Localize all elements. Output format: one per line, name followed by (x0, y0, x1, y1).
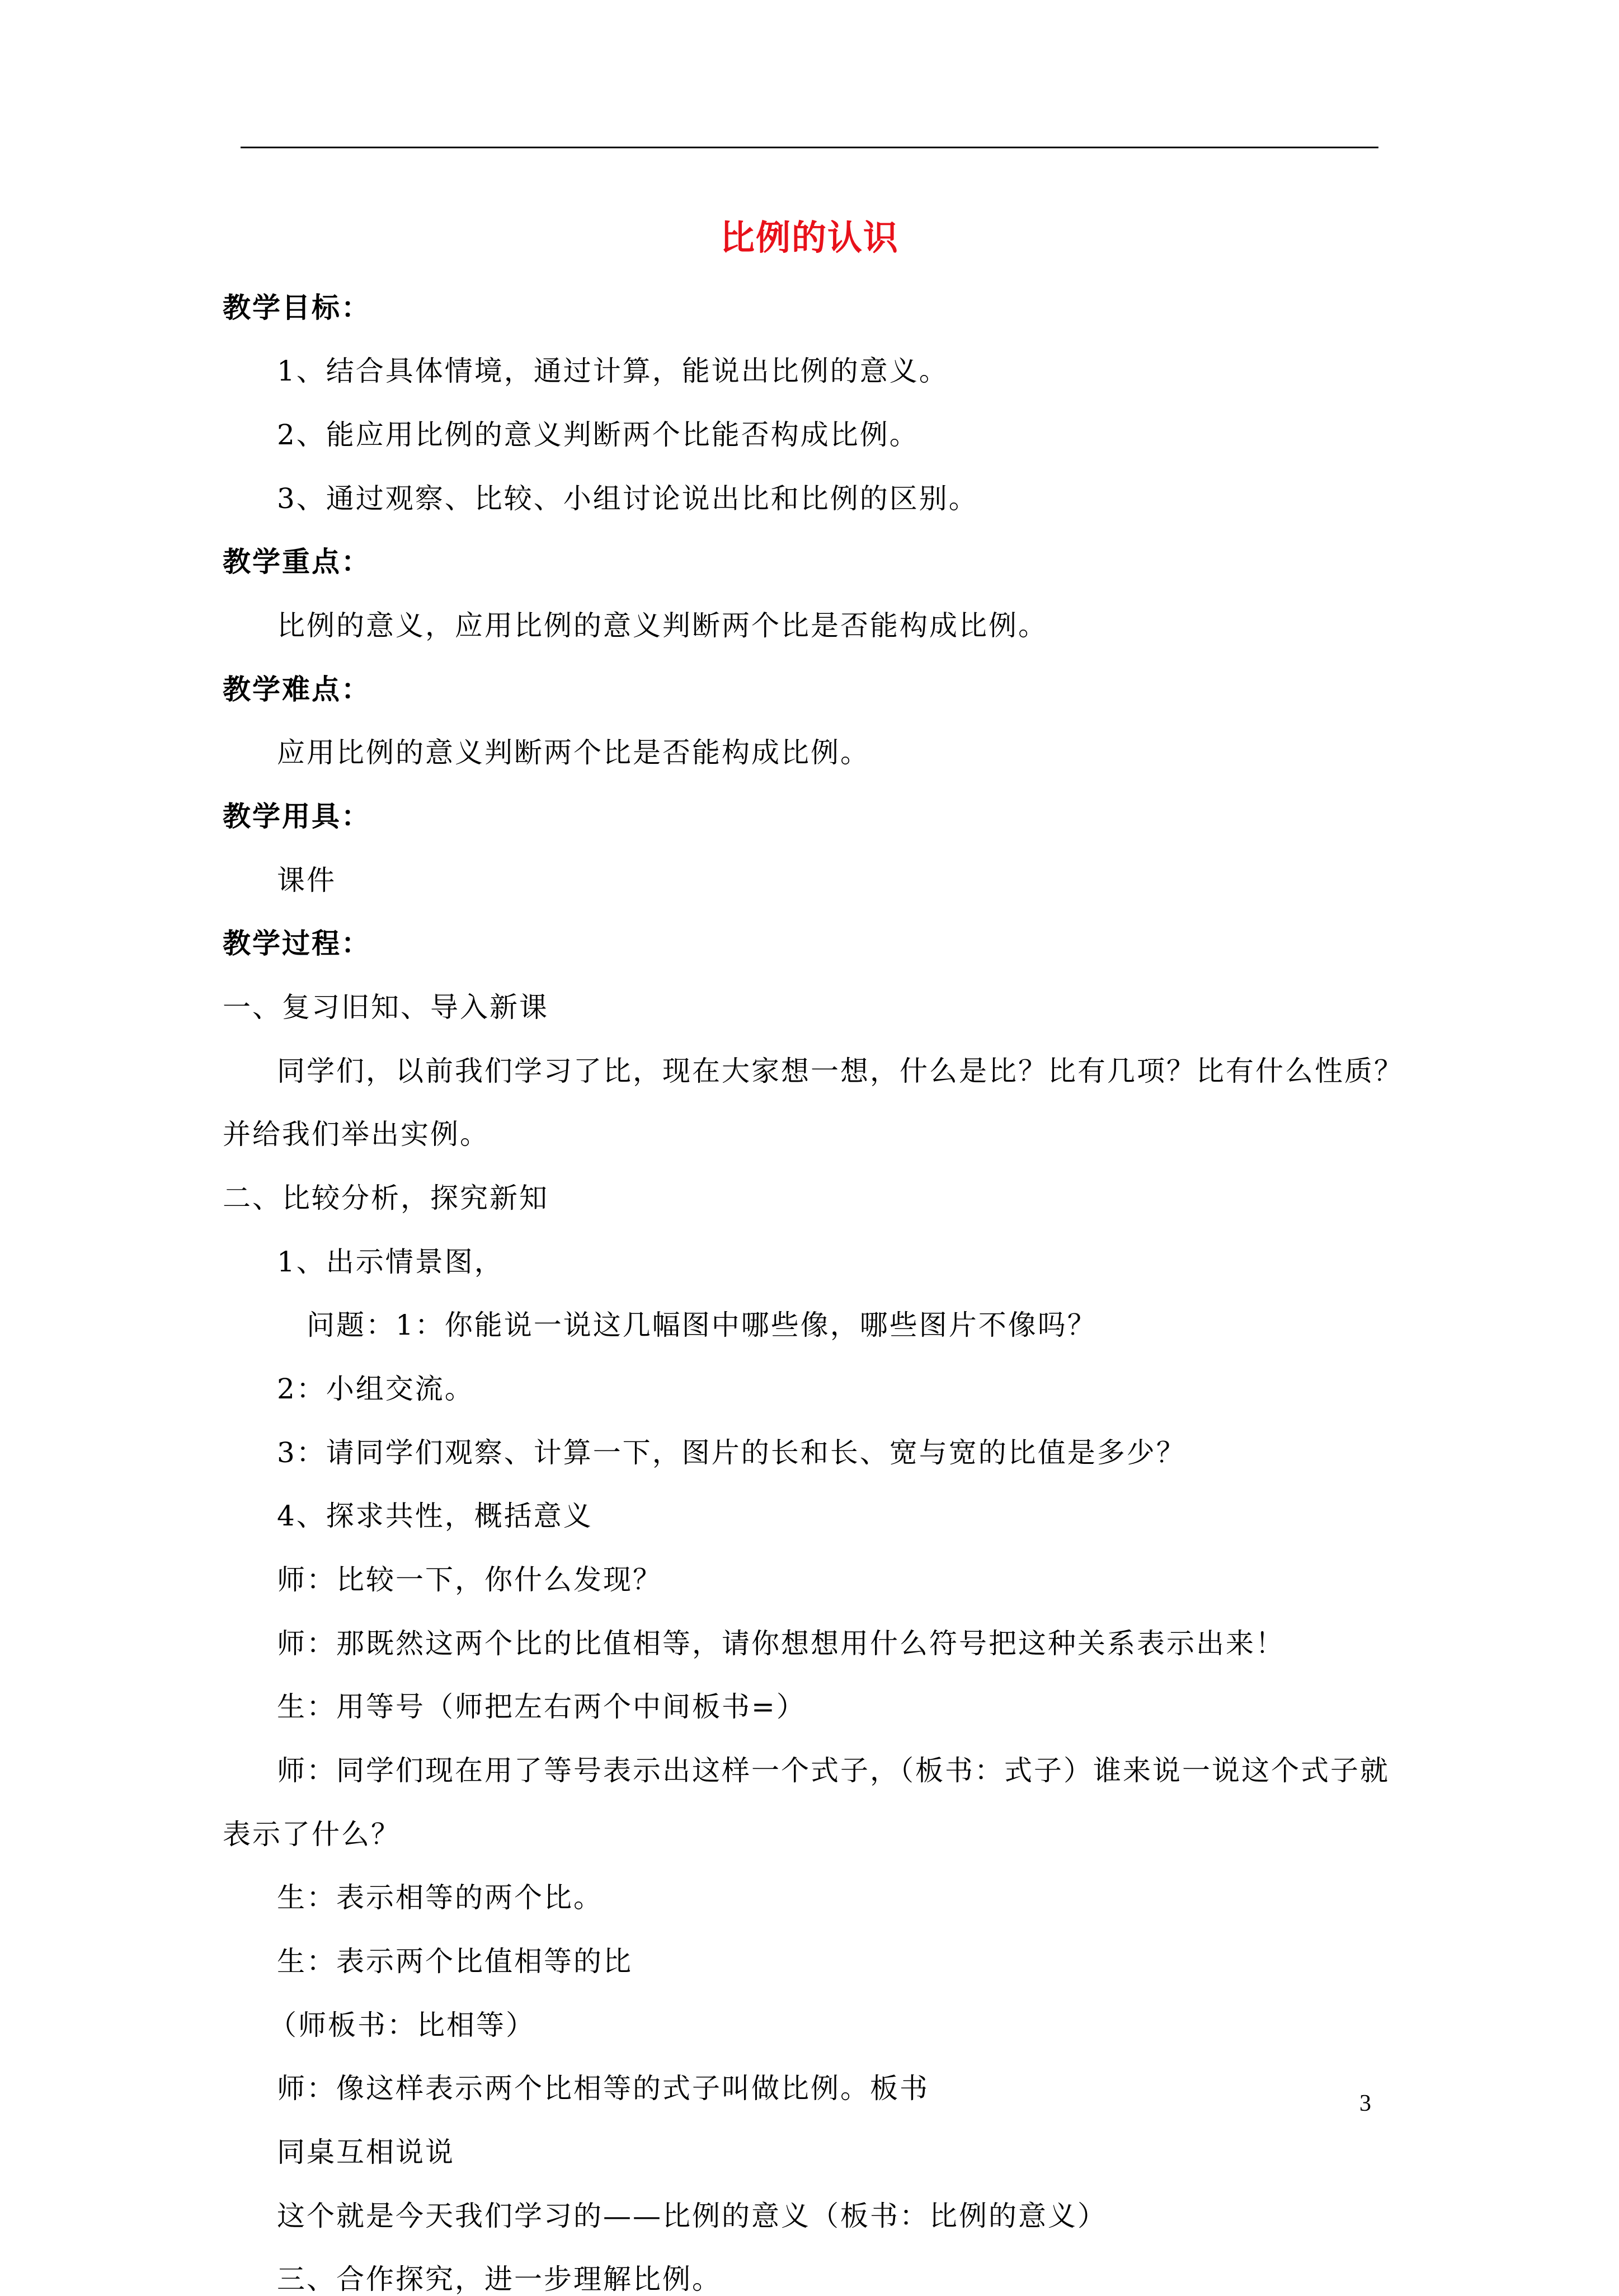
part1-text-line1: 同学们，以前我们学习了比，现在大家想一想，什么是比？比有几项？比有什么性质？ (277, 1055, 1404, 1087)
difficulties-heading: 教学难点： (223, 673, 371, 706)
student-line-2: 生：表示相等的两个比。 (277, 1881, 603, 1914)
teacher-line-4: 师：像这样表示两个比相等的式子叫做比例。板书 (277, 2072, 929, 2105)
key-points-heading: 教学重点： (223, 545, 371, 578)
part3-title: 三、合作探究，进一步理解比例。 (277, 2263, 722, 2295)
teacher-line-3b: 表示了什么？ (223, 1818, 401, 1851)
part2-title: 二、比较分析，探究新知 (223, 1182, 549, 1214)
objective-item-1: 1、结合具体情境，通过计算，能说出比例的意义。 (277, 355, 949, 387)
question-3: 3：请同学们观察、计算一下，图片的长和长、宽与宽的比值是多少？ (277, 1436, 1186, 1469)
header-rule (241, 147, 1378, 148)
board-note: （师板书：比相等） (269, 2009, 535, 2041)
difficulties-text: 应用比例的意义判断两个比是否能构成比例。 (277, 736, 870, 769)
question-1: 问题：1：你能说一说这几幅图中哪些像，哪些图片不像吗？ (307, 1309, 1097, 1341)
student-line-3: 生：表示两个比值相等的比 (277, 1945, 633, 1978)
page-number: 3 (1359, 2091, 1371, 2116)
document-title: 比例的认识 (719, 217, 899, 258)
step-4: 4、探求共性，概括意义 (277, 1500, 593, 1532)
tools-text: 课件 (277, 864, 336, 896)
objectives-heading: 教学目标： (223, 291, 371, 324)
part1-text-line2: 并给我们举出实例。 (223, 1118, 490, 1151)
objective-item-3: 3、通过观察、比较、小组讨论说出比和比例的区别。 (277, 482, 978, 515)
process-heading: 教学过程： (223, 927, 371, 960)
tools-heading: 教学用具： (223, 800, 371, 833)
question-2: 2：小组交流。 (277, 1373, 474, 1405)
key-points-text: 比例的意义，应用比例的意义判断两个比是否能构成比例。 (277, 609, 1048, 642)
objective-item-2: 2、能应用比例的意义判断两个比能否构成比例。 (277, 419, 919, 451)
summary-line: 这个就是今天我们学习的——比例的意义（板书：比例的意义） (277, 2200, 1107, 2232)
part1-title: 一、复习旧知、导入新课 (223, 991, 549, 1023)
teacher-line-3a: 师：同学们现在用了等号表示出这样一个式子，（板书：式子）谁来说一说这个式子就 (277, 1754, 1390, 1787)
pair-discussion: 同桌互相说说 (277, 2136, 455, 2168)
student-line-1: 生：用等号（师把左右两个中间板书=） (277, 1691, 806, 1723)
teacher-line-2: 师：那既然这两个比的比值相等，请你想想用什么符号把这种关系表示出来！ (277, 1627, 1285, 1660)
teacher-line-1: 师：比较一下，你什么发现？ (277, 1563, 662, 1596)
step-1: 1、出示情景图， (277, 1246, 504, 1278)
